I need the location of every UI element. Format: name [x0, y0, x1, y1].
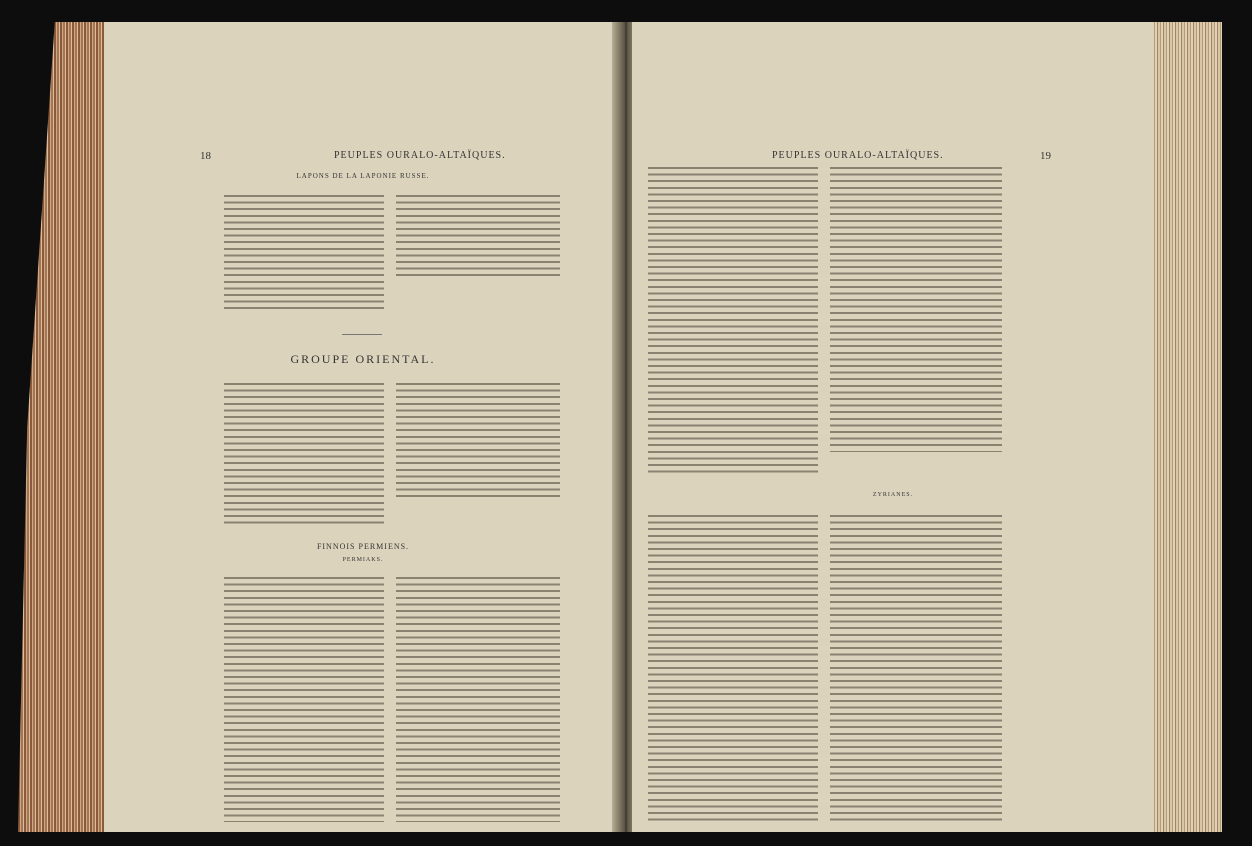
divider	[342, 334, 382, 335]
section-title-lapons: LAPONS DE LA LAPONIE RUSSE.	[296, 172, 430, 180]
right-page	[632, 22, 1154, 832]
group-title-oriental: GROUPE ORIENTAL.	[290, 352, 436, 366]
text-column-left-4	[396, 380, 560, 498]
text-column-left-2	[396, 192, 560, 276]
text-column-right-1	[648, 164, 818, 476]
text-column-left-3	[224, 380, 384, 528]
section-title-finnois-permiens: FINNOIS PERMIENS.	[316, 542, 410, 551]
text-column-right-2	[830, 164, 1002, 452]
text-column-left-5	[224, 574, 384, 822]
text-column-right-3	[648, 512, 818, 824]
page-number-right: 19	[1040, 150, 1051, 162]
section-title-zyrianes: ZYRIANES.	[872, 492, 914, 498]
running-head-right: PEUPLES OURALO-ALTAÏQUES.	[772, 150, 944, 161]
right-page-edges	[1152, 22, 1222, 832]
running-head-left: PEUPLES OURALO-ALTAÏQUES.	[334, 150, 506, 161]
page-number-left: 18	[200, 150, 211, 162]
text-column-left-1	[224, 192, 384, 310]
left-page	[104, 22, 622, 832]
text-column-right-4	[830, 512, 1002, 824]
text-column-left-6	[396, 574, 560, 822]
left-page-edges	[18, 22, 110, 832]
subsection-title-permiaks: PERMIAKS.	[342, 557, 384, 563]
